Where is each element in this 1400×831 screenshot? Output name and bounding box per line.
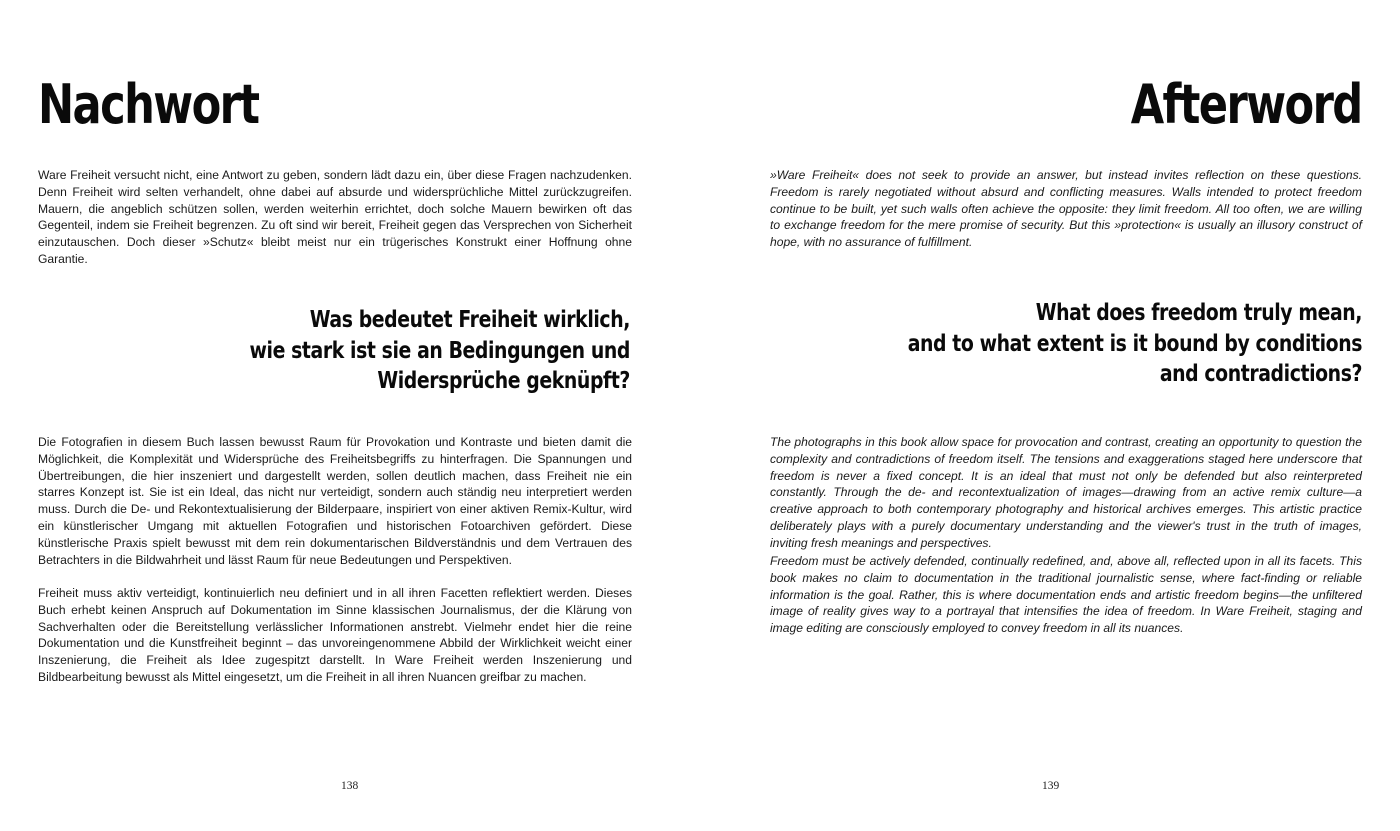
heading-line: wie stark ist sie an Bedingungen und xyxy=(249,337,630,364)
page-title: Afterword xyxy=(1131,73,1362,136)
body-paragraph-2: Freedom must be actively defended, continually redefined, and, above all, reflected upon in all its facets. This book makes no claim to documentation in the traditional journalistic sense, where fact-finding or reliable information is the goal. Rather, this is where documentation ends and artistic freedom begins—the unfiltered image of reality gives way to a portrayal that intensifies the idea of freedom. In Ware Freiheit, staging and image editing are consciously employed to convey freedom in all its nuances. xyxy=(770,554,1362,636)
intro-paragraph: Ware Freiheit versucht nicht, eine Antwort zu geben, sondern lädt dazu ein, über diese Fragen nachzudenken. Denn Freiheit wird selten verhandelt, ohne dabei auf absurde und widersprüchliche Mittel zurückzugreifen. Mauern, die angeblich schützen sollen, werden weiterhin errichtet, doch solche Mauern bewirken oft das Gegenteil, indem sie Freiheit begrenzen. Zu oft sind wir bereit, Freiheit gegen das Versprechen von Sicherheit einzutauschen. Doch dieser »Schutz« bleibt meist nur ein trügerisches Konstrukt einer Hoffnung ohne Garantie. xyxy=(38,168,632,266)
page-title: Nachwort xyxy=(38,73,259,136)
page-number: 138 xyxy=(341,780,359,792)
page-number: 139 xyxy=(1042,780,1060,792)
body-paragraph-1: Die Fotografien in diesem Buch lassen bewusst Raum für Provokation und Kontraste und bieten damit die Möglichkeit, die Komplexität und Widersprüche des Freiheitsbegriffs zu hinterfragen. Die Spannungen und Übertreibungen, die hier inszeniert und dargestellt werden, sollen deutlich machen, dass Freiheit nie ein starres Konzept ist. Sie ist ein Ideal, das nicht nur verteidigt, sondern auch ständig neu interpretiert werden muss. Durch die De- und Rekontextualisierung der Bilderpaare, inspiriert von einer aktiven Remix-Kultur, wird ein künstlerischer Umgang mit aktuellen Fotografien und historischen Fotoarchiven gefördert. Diese künstlerische Praxis spielt bewusst mit dem rein dokumentarischen Bildverständnis und dem Vertrauen des Betrachters in die Bildwahrheit und lässt Raum für neue Bedeutungen und Perspektiven. xyxy=(38,435,632,567)
section-heading xyxy=(250,305,630,397)
heading-line: and to what extent is it bound by conditions xyxy=(907,330,1362,357)
section-heading xyxy=(908,298,1362,390)
body-paragraph-1: The photographs in this book allow space for provocation and contrast, creating an opportunity to question the complexity and contradictions of freedom itself. The tensions and exaggerations staged here underscore that freedom is never a fixed concept. It is an ideal that must not only be defended but also reinterpreted constantly. Through the de- and recontextualization of images—drawing from an active remix culture—a creative approach to both contemporary photography and historical archives emerges. This artistic practice deliberately plays with a purely documentary understanding and the viewer's trust in the truth of images, inviting fresh meanings and perspectives. xyxy=(770,435,1362,550)
body-paragraph-2: Freiheit muss aktiv verteidigt, kontinuierlich neu definiert und in all ihren Facetten reflektiert werden. Dieses Buch erhebt keinen Anspruch auf Dokumentation im Sinne klassischen Journalismus, der die Klärung von Sachverhalten oder die Bereitstellung verlässlicher Informationen anstrebt. Vielmehr endet hier die reine Dokumentation und die Kunstfreiheit beginnt – das unvoreingenommene Abbild der Wirklichkeit weicht einer Inszenierung, die Freiheit als Idee zugespitzt darstellt. In Ware Freiheit werden Inszenierung und Bildbearbeitung bewusst als Mittel eingesetzt, um die Freiheit in all ihren Nuancen greifbar zu machen. xyxy=(38,586,632,684)
heading-line: What does freedom truly mean, xyxy=(1035,300,1362,326)
intro-paragraph: »Ware Freiheit« does not seek to provide an answer, but instead invites reflection on these questions. Freedom is rarely negotiated without absurd and conflicting measures. Walls intended to protect freedom continue to be built, yet such walls often achieve the opposite: they limit freedom. All too often, we are willing to exchange freedom for the mere promise of security. But this »protection« is usually an illusory construct of hope, with no assurance of fulfillment. xyxy=(770,168,1362,250)
heading-line: and contradictions? xyxy=(1159,361,1362,387)
right-page xyxy=(700,0,1400,831)
heading-line: Was bedeutet Freiheit wirklich, xyxy=(309,307,630,333)
heading-line: Widersprüche geknüpft? xyxy=(377,368,630,394)
